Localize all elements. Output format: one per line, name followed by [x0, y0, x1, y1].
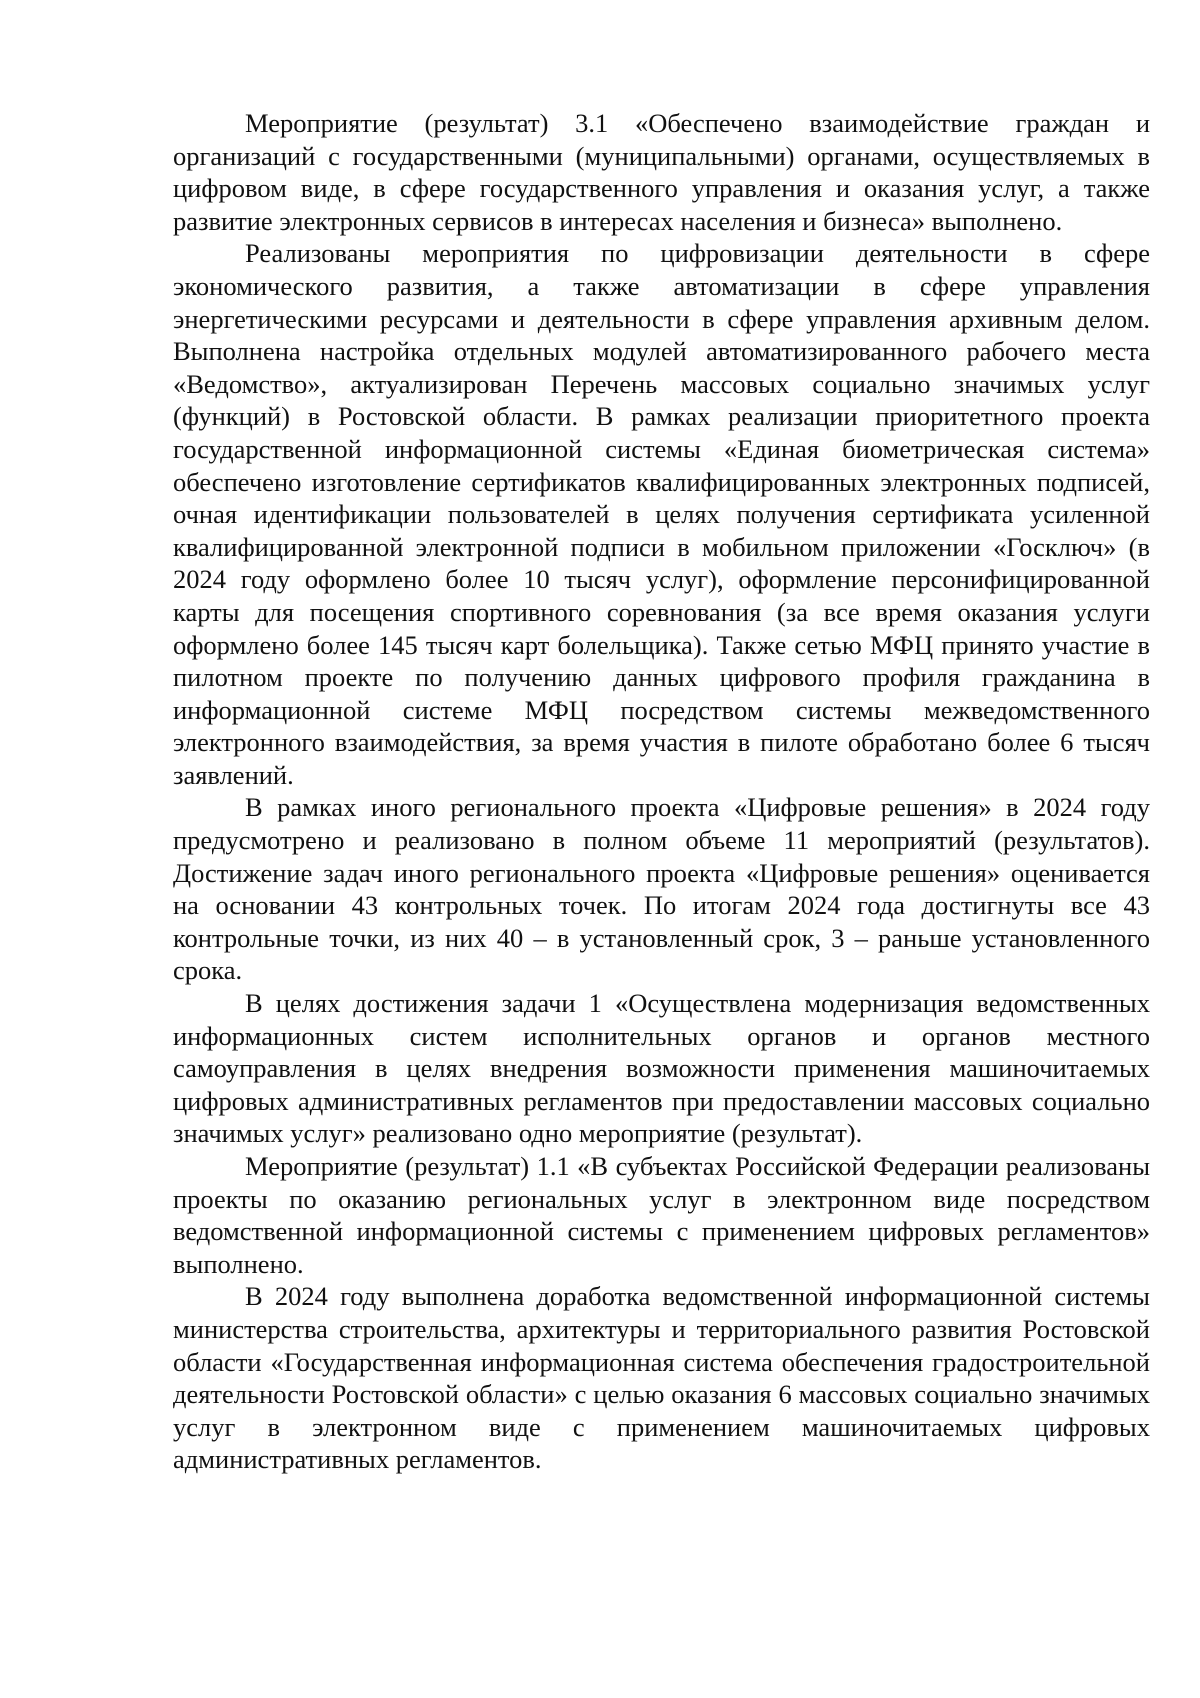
paragraph-system-upgrade-2024: В 2024 году выполнена доработка ведомственной информационной системы министерства строительства, архитектуры и территориального развития Ростовской области «Государственная информационная система обеспечения градостроительной деятельности Ростовской области» с целью оказания 6 массовых социально значимых услуг в электронном виде с применением машиночитаемых цифровых административных регламентов. [173, 1281, 1150, 1475]
paragraph-event-3-1: Мероприятие (результат) 3.1 «Обеспечено взаимодействие граждан и организаций с государственными (муниципальными) органами, осуществляемых в цифровом виде, в сфере государственного управления и оказания услуг, а также развитие электронных сервисов в интересах населения и бизнеса» выполнено. [173, 108, 1150, 236]
paragraph-task-1: В целях достижения задачи 1 «Осуществлена модернизация ведомственных информационных систем исполнительных органов и органов местного самоуправления в целях внедрения возможности применения машиночитаемых цифровых административных регламентов при предоставлении массовых социально значимых услуг» реализовано одно мероприятие (результат). [173, 988, 1150, 1149]
paragraph-event-1-1: Мероприятие (результат) 1.1 «В субъектах Российской Федерации реализованы проекты по оказанию региональных услуг в электронном виде посредством ведомственной информационной системы с применением цифровых регламентов» выполнено. [173, 1151, 1150, 1279]
document-page [173, 107, 1150, 1667]
paragraph-digitalization-activities: Реализованы мероприятия по цифровизации деятельности в сфере экономического развития, а также автоматизации в сфере управления энергетическими ресурсами и деятельности в сфере управления архивным делом. Выполнена настройка отдельных модулей автоматизированного рабочего места «Ведомство», актуализирован Перечень массовых социально значимых услуг (функций) в Ростовской области. В рамках реализации приоритетного проекта государственной информационной системы «Единая биометрическая система» обеспечено изготовление сертификатов квалифицированных электронных подписей, очная идентификации пользователей в целях получения сертификата усиленной квалифицированной электронной подписи в мобильном приложении «Госключ» (в 2024 году оформлено более 10 тысяч услуг), оформление персонифицированной карты для посещения спортивного соревнования (за все время оказания услуги оформлено более 145 тысяч карт болельщика). Также сетью МФЦ принято участие в пилотном проекте по получению данных цифрового профиля гражданина в информационной системе МФЦ посредством системы межведомственного электронного взаимодействия, за время участия в пилоте обработано более 6 тысяч заявлений. [173, 238, 1150, 790]
paragraph-digital-solutions-project: В рамках иного регионального проекта «Цифровые решения» в 2024 году предусмотрено и реализовано в полном объеме 11 мероприятий (результатов). Достижение задач иного регионального проекта «Цифровые решения» оценивается на основании 43 контрольных точек. По итогам 2024 года достигнуты все 43 контрольные точки, из них 40 – в установленный срок, 3 – раньше установленного срока. [173, 792, 1150, 986]
